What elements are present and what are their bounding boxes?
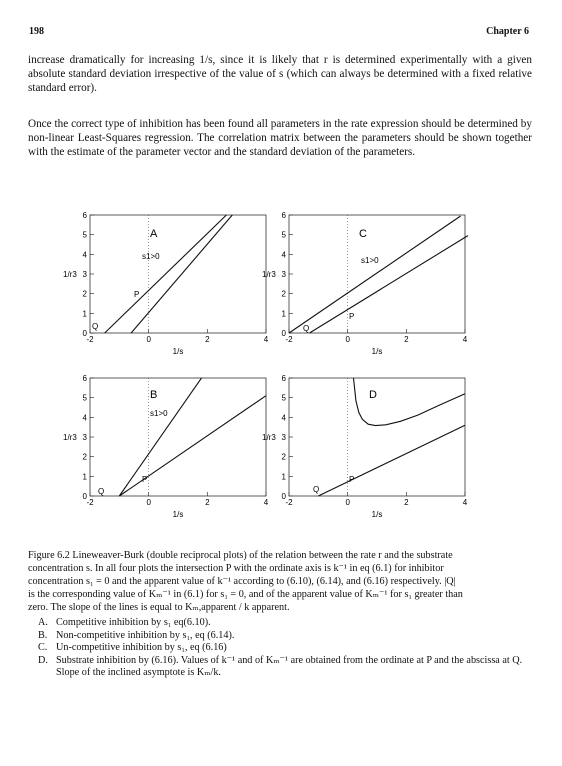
x-tick-label: 4 <box>263 498 269 507</box>
caption-item-c <box>38 642 532 655</box>
y-tick-label: 4 <box>281 250 286 260</box>
x-tick-label: 0 <box>345 498 350 507</box>
x-tick-label: 4 <box>462 335 468 344</box>
x-tick-label: -2 <box>86 498 94 507</box>
y-tick-label: 5 <box>82 393 87 403</box>
series-line <box>131 215 232 333</box>
x-tick-label: 2 <box>205 335 210 344</box>
s1-label: s1>0 <box>142 252 160 261</box>
plot-frame <box>90 215 266 333</box>
s1-label: s1>0 <box>361 256 379 265</box>
y-tick-label: 2 <box>82 452 87 462</box>
y-tick-label: 5 <box>82 230 87 240</box>
y-axis-label: 1/r3 <box>262 270 276 279</box>
y-tick-label: 3 <box>281 433 286 442</box>
y-tick-label: 2 <box>281 289 286 299</box>
y-tick-label: 3 <box>281 270 286 279</box>
item-text: Substrate inhibition by (6.16). Values of k⁻¹ and of Kₘ⁻¹ are obtained from the ordinate at P and the abscissa at Q. Slope of the inclined asymptote is Kₘ/k. <box>56 654 523 679</box>
x-tick-label: 0 <box>146 498 151 507</box>
y-tick-label: 0 <box>82 492 87 501</box>
panel-label: C <box>359 228 367 240</box>
caption-line-2: concentration s. In all four plots the intersection P with the ordinate axis is k⁻¹ in eq (6.1) for inhibitor <box>28 563 444 574</box>
chapter-header: Chapter 6 <box>486 26 529 37</box>
p-label: P <box>134 290 140 299</box>
series-line <box>318 425 465 496</box>
x-tick-label: 2 <box>404 335 409 344</box>
y-tick-label: 6 <box>281 374 286 383</box>
y-axis-label: 1/r3 <box>63 270 77 279</box>
y-tick-label: 1 <box>82 472 87 482</box>
plot-c <box>261 209 501 361</box>
page-number: 198 <box>29 26 44 37</box>
x-axis-label: 1/s <box>371 347 383 356</box>
x-tick-label: 0 <box>345 335 350 344</box>
y-tick-label: 2 <box>82 289 87 299</box>
series-line <box>119 378 201 496</box>
item-key: D. <box>38 654 48 666</box>
x-axis-label: 1/s <box>172 510 184 519</box>
x-tick-label: -2 <box>86 335 94 344</box>
y-tick-label: 1 <box>281 309 286 319</box>
y-tick-label: 1 <box>82 309 87 319</box>
caption-line-4: is the corresponding value of Kₘ⁻¹ in (6.1) for s₁ = 0, and of the apparent value of Kₘ⁻¹ for s₁ greater than <box>28 589 463 600</box>
p-label: P <box>349 475 355 484</box>
series-line <box>310 236 468 333</box>
y-axis-label: 1/r3 <box>262 433 276 442</box>
plot-frame <box>289 378 465 496</box>
x-tick-label: -2 <box>285 335 293 344</box>
caption-item-d <box>38 655 532 680</box>
y-tick-label: 4 <box>281 413 286 423</box>
x-axis-label: 1/s <box>371 510 383 519</box>
x-axis-label: 1/s <box>172 347 184 356</box>
q-label: Q <box>92 322 99 331</box>
y-tick-label: 6 <box>82 374 87 383</box>
y-tick-label: 2 <box>281 452 286 462</box>
item-text: Competitive inhibition by s₁ eq(6.10). <box>56 617 211 628</box>
x-tick-label: 4 <box>263 335 269 344</box>
y-tick-label: 1 <box>281 472 286 482</box>
plot-svg <box>261 209 501 361</box>
caption-line-1: Figure 6.2 Lineweaver-Burk (double reciprocal plots) of the relation between the rate r and the substrate <box>28 550 453 561</box>
s1-label: s1>0 <box>150 409 168 418</box>
caption-line-3: concentration s₁ = 0 and the apparent value of k⁻¹ according to (6.10), (6.14), and (6.16) respectively. |Q| <box>28 576 456 587</box>
item-key: C. <box>38 642 48 654</box>
series-line <box>354 378 466 426</box>
y-tick-label: 3 <box>82 270 87 279</box>
y-tick-label: 0 <box>281 492 286 501</box>
y-tick-label: 5 <box>281 230 286 240</box>
y-tick-label: 4 <box>82 250 87 260</box>
paragraph-1: increase dramatically for increasing 1/s, since it is likely that r is determined experimentally with a given absolute standard deviation irrespective of the value of s (which can always be determined with a fixed relative standard error). <box>28 54 532 95</box>
item-text: Un-competitive inhibition by s₁, eq (6.16) <box>56 642 227 654</box>
plot-svg <box>261 372 501 524</box>
caption-item-a <box>38 617 532 630</box>
q-label: Q <box>313 485 320 494</box>
paragraph-2: Once the correct type of inhibition has been found all parameters in the rate expression should be determined by non-linear Least-Squares regression. The correlation matrix between the parameters should be shown together with the estimate of the parameter vector and the standard deviation of the parameters. <box>28 118 532 159</box>
x-tick-label: -2 <box>285 498 293 507</box>
p-label: P <box>142 475 148 484</box>
x-tick-label: 2 <box>404 498 409 507</box>
series-line <box>105 215 227 333</box>
x-tick-label: 0 <box>146 335 151 344</box>
item-key: A. <box>38 617 48 628</box>
panel-label: A <box>150 228 158 240</box>
y-tick-label: 0 <box>82 329 87 338</box>
panel-label: B <box>150 389 158 401</box>
series-line <box>289 216 461 333</box>
item-text: Non-competitive inhibition by s₁, eq (6.14). <box>56 629 235 641</box>
p-label: P <box>349 312 355 321</box>
plot-frame <box>90 378 266 496</box>
q-label: Q <box>98 487 105 496</box>
y-tick-label: 3 <box>82 433 87 442</box>
caption-line-5: zero. The slope of the lines is equal to Kₘ,apparent / k apparent. <box>28 602 290 613</box>
plot-d <box>261 372 501 524</box>
panel-label: D <box>369 389 377 401</box>
y-axis-label: 1/r3 <box>63 433 77 442</box>
x-tick-label: 4 <box>462 498 468 507</box>
y-tick-label: 0 <box>281 329 286 338</box>
y-tick-label: 6 <box>82 211 87 220</box>
x-tick-label: 2 <box>205 498 210 507</box>
item-key: B. <box>38 629 48 641</box>
y-tick-label: 4 <box>82 413 87 423</box>
caption-list <box>38 617 532 680</box>
q-label: Q <box>303 324 310 333</box>
caption-item-b <box>38 630 532 643</box>
y-tick-label: 6 <box>281 211 286 220</box>
y-tick-label: 5 <box>281 393 286 403</box>
